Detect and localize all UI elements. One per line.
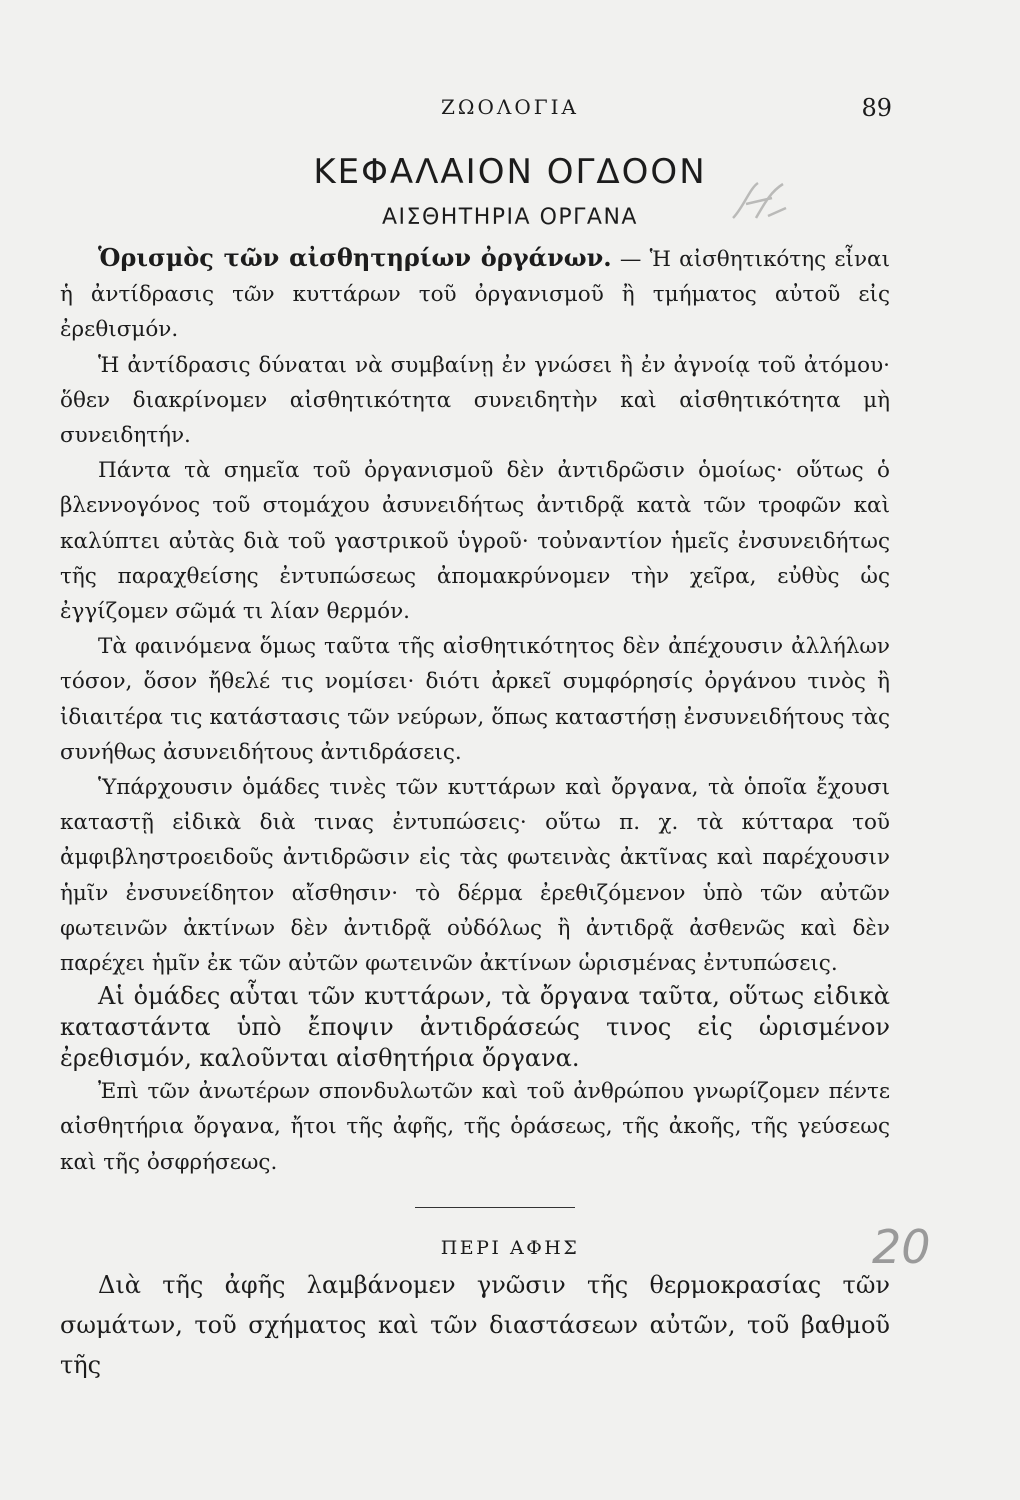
chapter-body — [60, 240, 890, 1180]
handwritten-margin-number: 20 — [872, 1220, 931, 1274]
paragraph: Ἐπὶ τῶν ἀνωτέρων σπονδυλωτῶν καὶ τοῦ ἀνθρώπου γνωρίζομεν πέντε αἰσθητήρια ὄργανα, ἤτοι τῆς ἀφῆς, τῆς ὁράσεως, τῆς ἀκοῆς, τῆς γεύσεως καὶ τῆς ὀσφρήσεως. — [60, 1079, 890, 1175]
paragraph: Πάντα τὰ σημεῖα τοῦ ὀργανισμοῦ δὲν ἀντιδρῶσιν ὁμοίως· οὕτως ὁ βλεννογόνος τοῦ στομάχου ἀσυνειδήτως ἀντιδρᾷ κατὰ τῶν τροφῶν καὶ καλύπτει αὐτὰς διὰ τοῦ γαστρικοῦ ὑγροῦ· τοὐναντίον ἡμεῖς ἐνσυνειδήτως τῆς παραχθείσης ἐντυπώσεως ἀπομακρύνομεν τὴν χεῖρα, εὐθὺς ὡς ἐγγίζομεν σῶμά τι λίαν θερμόν. — [60, 458, 890, 625]
chapter-title: ΚΕΦΑΛΑΙΟΝ ΟΓΔΟΟΝ — [313, 152, 707, 192]
definition-paragraph — [60, 240, 890, 348]
section-title: ΑΙΣΘΗΤΗΡΙΑ ΟΡΓΑΝΑ — [382, 205, 638, 230]
paragraph: Τὰ φαινόμενα ὅμως ταῦτα τῆς αἰσθητικότητος δὲν ἀπέχουσιν ἀλλήλων τόσον, ὅσον ἤθελέ τις νομίσει· διότι ἀρκεῖ συμφόρησίς ὀργάνου τινὸς ἢ ἰδιαιτέρα τις κατάστασις τῶν νεύρων, ὅπως καταστήσῃ ἐνσυνειδήτους τὰς συνήθως ἀσυνειδήτους ἀντιδράσεις. — [60, 634, 890, 765]
paragraph: Αἱ ὁμάδες αὗται τῶν κυττάρων, τὰ ὄργανα ταῦτα, οὕτως εἰδικὰ καταστάντα ὑπὸ ἔποψιν ἀντιδράσεώς τινος εἰς ὡρισμένον ἐρεθισμόν, καλοῦνται αἰσθητήρια ὄργανα. — [60, 982, 890, 1073]
subsection-body — [60, 1265, 890, 1385]
subsection-title: ΠΕΡΙ ΑΦΗΣ — [440, 1237, 580, 1259]
definition-text: — Ἡ αἰσθητικότης εἶναι ἡ ἀντίδρασις τῶν κυττάρων τοῦ ὀργανισμοῦ ἢ τμήματος αὐτοῦ εἰς ἐρεθισμόν. — [60, 247, 890, 343]
section-divider — [415, 1207, 575, 1208]
page-number: 89 — [861, 94, 892, 122]
library-stamp-icon — [728, 178, 790, 224]
definition-heading: Ὁρισμὸς τῶν αἰσθητηρίων ὀργάνων. — [98, 243, 612, 272]
running-title: ΖΩΟΛΟΓΙΑ — [441, 95, 579, 119]
paragraph: Ὑπάρχουσιν ὁμάδες τινὲς τῶν κυττάρων καὶ ὄργανα, τὰ ὁποῖα ἔχουσι καταστῇ εἰδικὰ διὰ τινας ἐντυπώσεις· οὕτω π. χ. τὰ κύτταρα τοῦ ἀμφιβληστροειδοῦς ἀντιδρῶσιν εἰς τὰς φωτεινὰς ἀκτῖνας καὶ παρέχουσιν ἡμῖν ἐνσυνείδητον αἴσθησιν· τὸ δέρμα ἐρεθιζόμενον ὑπὸ τῶν αὐτῶν φωτεινῶν ἀκτίνων δὲν ἀντιδρᾷ οὐδόλως ἢ ἀντιδρᾷ ἀσθενῶς καὶ δὲν παρέχει ἡμῖν ἐκ τῶν αὐτῶν φωτεινῶν ἀκτίνων ὡρισμένας ἐντυπώσεις. — [60, 775, 890, 977]
paragraph: Ἡ ἀντίδρασις δύναται νὰ συμβαίνῃ ἐν γνώσει ἢ ἐν ἀγνοίᾳ τοῦ ἀτόμου· ὅθεν διακρίνομεν αἰσθητικότητα συνειδητὴν καὶ αἰσθητικότητα μὴ συνειδητήν. — [60, 352, 890, 449]
paragraph: Διὰ τῆς ἀφῆς λαμβάνομεν γνῶσιν τῆς θερμοκρασίας τῶν σωμάτων, τοῦ σχήματος καὶ τῶν διαστάσεων αὐτῶν, τοῦ βαθμοῦ τῆς — [60, 1271, 890, 1379]
